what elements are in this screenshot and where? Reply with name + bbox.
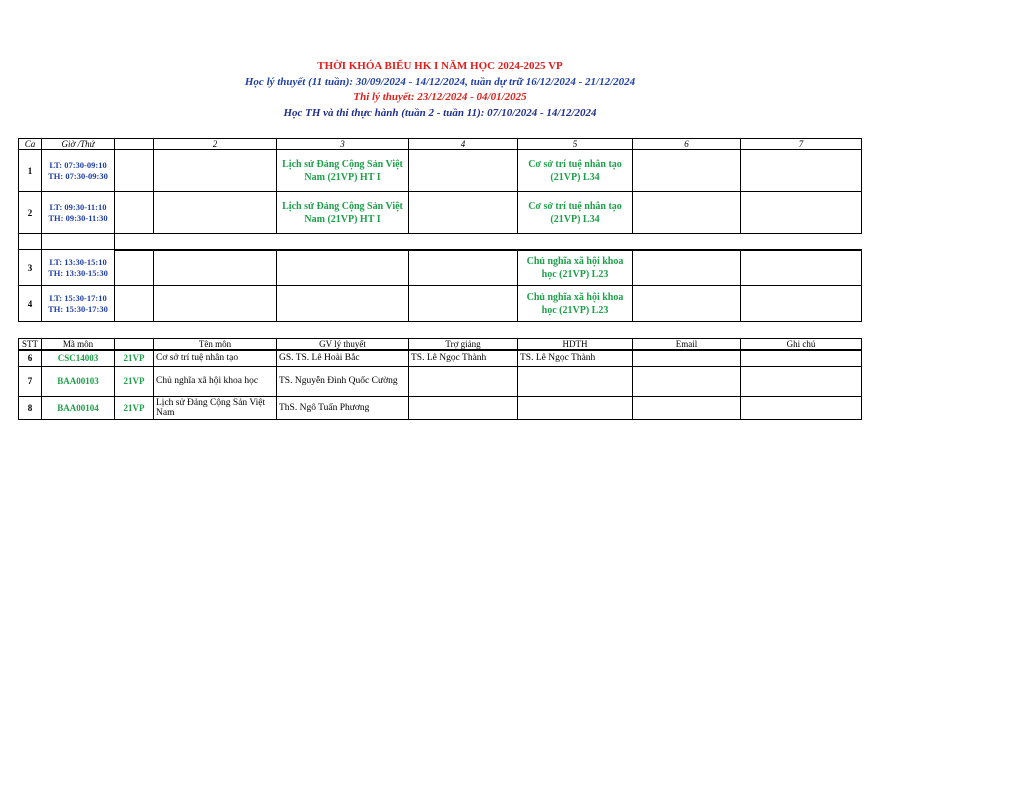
stt: 7 [19,366,42,396]
assistant [409,366,518,396]
header-day-3: 3 [277,139,409,150]
lunch-break-row [19,234,862,250]
header-name: Tên môn [154,339,277,351]
course-cell [277,250,409,286]
ca-number: 4 [19,286,42,322]
course-cell: Chủ nghĩa xã hội khoa học (21VP) L23 [518,250,633,286]
schedule-header-row [19,139,862,150]
header-assistant: Trợ giảng [409,339,518,351]
class-code: 21VP [115,366,154,396]
page-title: THỜI KHÓA BIỂU HK I NĂM HỌC 2024-2025 VP [317,60,563,72]
course-cell: Cơ sở trí tuệ nhân tạo (21VP) L34 [518,192,633,234]
assistant [409,396,518,419]
course-name: Lịch sử Đảng Cộng Sản Việt Nam [154,396,277,419]
header-blank [115,139,154,150]
header-blank [115,339,154,351]
course-row [19,366,862,396]
stt: 8 [19,396,42,419]
course-cell: Chủ nghĩa xã hội khoa học (21VP) L23 [518,286,633,322]
header-day-6: 6 [633,139,741,150]
practice-instructor [518,396,633,419]
header-notes: Ghi chú [741,339,862,351]
schedule-row [19,150,862,192]
time-slot: LT: 15:30-17:10 TH: 15:30-17:30 [42,286,115,322]
header-day-5: 5 [518,139,633,150]
exam-period: Thi lý thuyết: 23/12/2024 - 04/01/2025 [353,91,527,103]
ca-number: 3 [19,250,42,286]
time-slot: LT: 07:30-09:10 TH: 07:30-09:30 [42,150,115,192]
course-cell: Cơ sở trí tuệ nhân tạo (21VP) L34 [518,150,633,192]
time-slot: LT: 13:30-15:10 TH: 13:30-15:30 [42,250,115,286]
header-day-7: 7 [741,139,862,150]
schedule-row [19,250,862,286]
theory-period: Học lý thuyết (11 tuần): 30/09/2024 - 14/12/2024, tuần dự trữ 16/12/2024 - 21/12/2024 [244,75,636,88]
course-code: BAA00104 [42,396,115,419]
schedule-table [18,138,862,322]
header-stt: STT [19,339,42,351]
course-code: BAA00103 [42,366,115,396]
course-cell: Lịch sử Đảng Cộng Sản Việt Nam (21VP) HT I [277,192,409,234]
header-day-2: 2 [154,139,277,150]
header-email: Email [633,339,741,351]
ca-number: 2 [19,192,42,234]
practice-instructor [518,366,633,396]
course-cell [277,286,409,322]
class-code: 21VP [115,350,154,366]
header-ca: Ca [19,139,42,150]
practice-instructor: TS. Lê Ngọc Thành [518,350,633,366]
course-code: CSC14003 [42,350,115,366]
lecturer: ThS. Ngô Tuấn Phương [277,396,409,419]
header-lecturer: GV lý thuyết [277,339,409,351]
header-time: Giờ /Thứ [42,139,115,150]
stt: 6 [19,350,42,366]
header-day-4: 4 [409,139,518,150]
course-name: Cơ sở trí tuệ nhân tạo [154,350,277,366]
time-slot: LT: 09:30-11:10 TH: 09:30-11:30 [42,192,115,234]
course-name: Chủ nghĩa xã hội khoa học [154,366,277,396]
course-row [19,350,862,366]
header-code: Mã môn [42,339,115,351]
header-hdth: HDTH [518,339,633,351]
lecturer: TS. Nguyễn Đình Quốc Cường [277,366,409,396]
schedule-row [19,192,862,234]
assistant: TS. Lê Ngọc Thành [409,350,518,366]
ca-number: 1 [19,150,42,192]
course-cell: Lịch sử Đảng Cộng Sản Việt Nam (21VP) HT I [277,150,409,192]
practice-period: Học TH và thi thực hành (tuần 2 - tuần 11): 07/10/2024 - 14/12/2024 [283,106,597,119]
course-row [19,396,862,419]
schedule-row [19,286,862,322]
lecturer: GS. TS. Lê Hoài Bắc [277,350,409,366]
page-header [0,59,880,121]
course-header-row [19,339,862,351]
class-code: 21VP [115,396,154,419]
course-list-table [18,338,862,420]
